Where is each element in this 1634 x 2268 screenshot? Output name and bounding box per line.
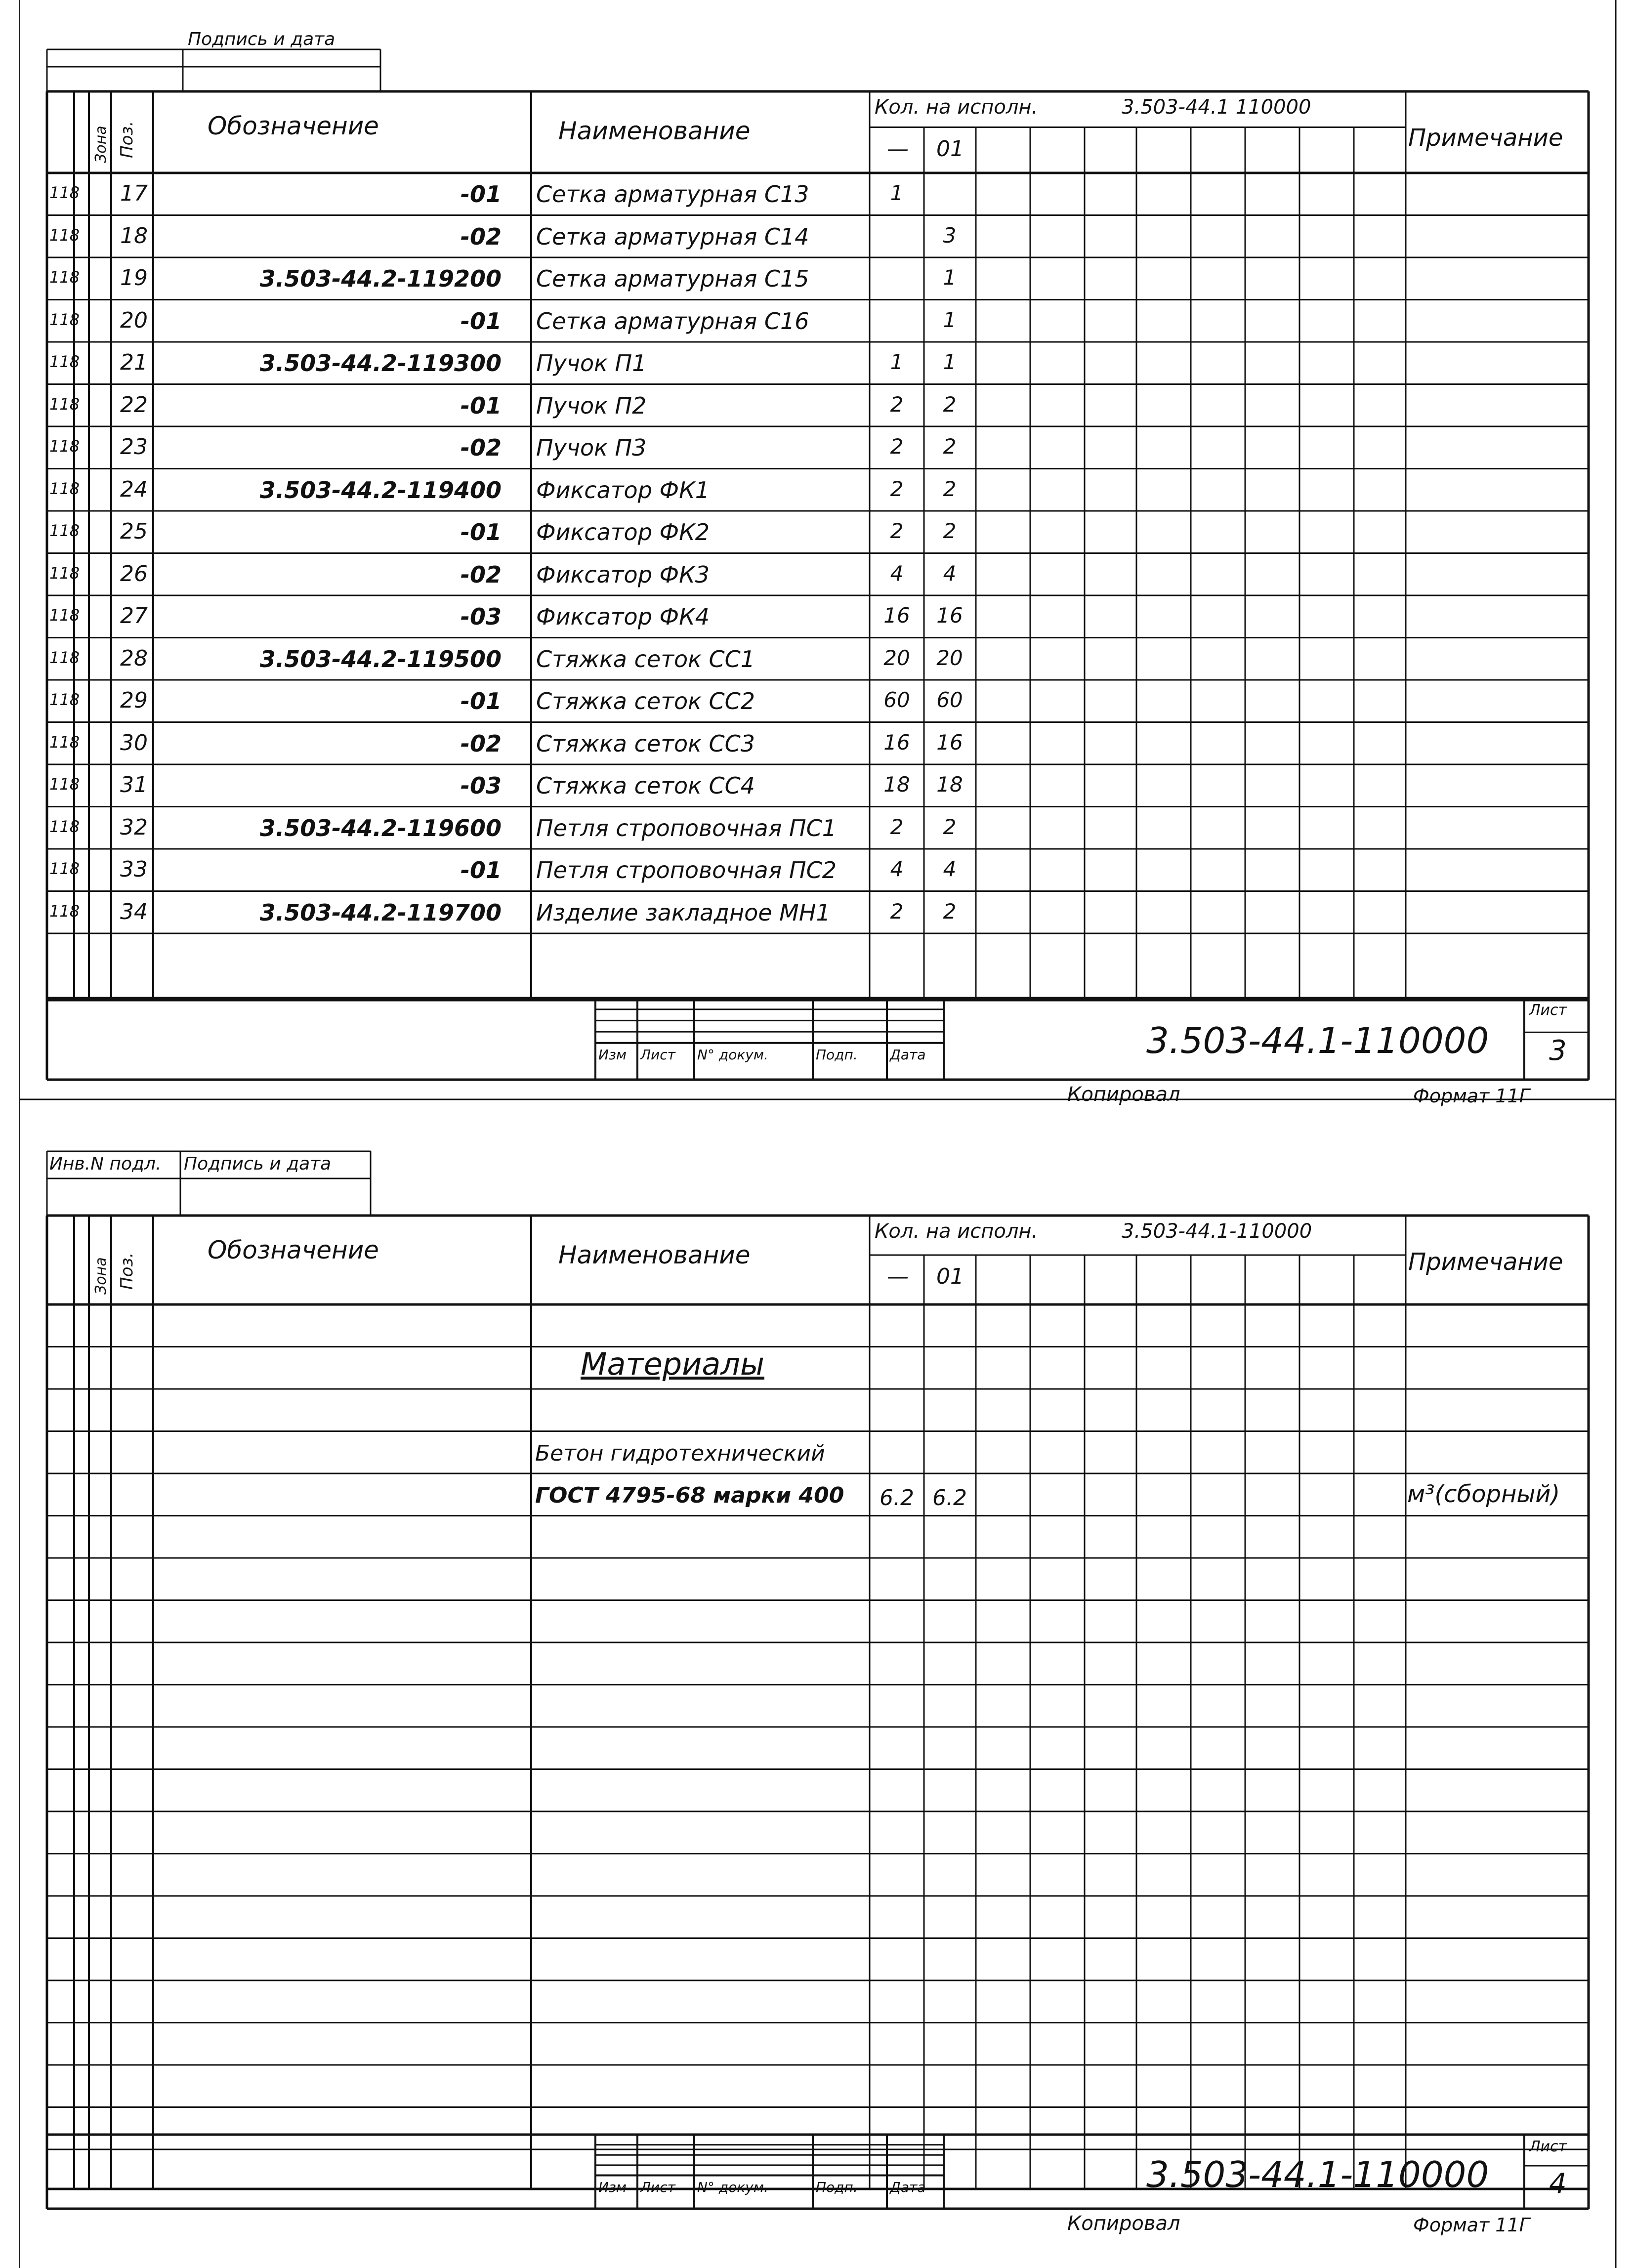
row-qty: 1 (890, 181, 904, 205)
stamp-label: Подпись и дата (188, 29, 335, 49)
header-qty-col: — (887, 1264, 909, 1289)
row-qty: 2 (943, 476, 957, 501)
row-qty: 2 (943, 519, 957, 543)
row-format: 118 (49, 732, 80, 752)
row-name: Фиксатор ФК2 (536, 519, 710, 546)
document-number: 3.503-44.1-110000 (1146, 2154, 1489, 2195)
row-name: Сетка арматурная С16 (536, 307, 809, 335)
row-qty: 16 (883, 730, 910, 755)
row-format: 118 (49, 775, 80, 794)
row-designation: -01 (460, 688, 502, 714)
header-qty-label: Кол. на исполн. (875, 1220, 1038, 1243)
row-name: Стяжка сеток СС2 (536, 688, 755, 714)
row-name: Сетка арматурная С13 (536, 181, 809, 208)
header-qty-label: Кол. на исполн. (875, 96, 1038, 119)
copied-by-label: Копировал (1067, 2212, 1180, 2235)
header-designation: Обозначение (208, 112, 379, 140)
row-format: 118 (49, 521, 80, 540)
row-position: 18 (120, 223, 148, 249)
row-format: 118 (49, 479, 80, 498)
row-name: Фиксатор ФК3 (536, 561, 710, 588)
row-name: Стяжка сеток СС1 (536, 645, 755, 672)
row-qty: 60 (936, 688, 963, 712)
row-name: Пучок П2 (536, 392, 647, 419)
row-designation: 3.503-44.2-119400 (259, 476, 502, 504)
row-format: 118 (49, 352, 80, 371)
row-qty: 4 (890, 561, 904, 586)
row-qty: 1 (943, 350, 957, 374)
row-name: Фиксатор ФК4 (536, 603, 710, 630)
title-block-label: Лист (640, 2179, 675, 2195)
format-label: Формат 11Г (1413, 2214, 1530, 2236)
row-qty: 2 (890, 392, 904, 417)
row-position: 25 (120, 519, 148, 544)
header-name: Наименование (558, 117, 751, 145)
row-designation: -02 (460, 223, 502, 250)
format-label: Формат 11Г (1413, 1085, 1530, 1107)
row-designation: -01 (460, 857, 502, 883)
row-qty: 16 (936, 603, 963, 628)
row-qty: 18 (883, 772, 910, 797)
row-designation: -01 (460, 307, 502, 335)
row-qty: 20 (936, 645, 963, 670)
row-qty: 3 (943, 223, 957, 248)
row-position: 29 (120, 688, 148, 713)
row-designation: -01 (460, 181, 502, 208)
row-designation: 3.503-44.2-119200 (259, 265, 502, 292)
row-designation: 3.503-44.2-119500 (259, 645, 502, 672)
row-format: 118 (49, 606, 80, 625)
row-format: 118 (49, 648, 80, 667)
header-qty-doc: 3.503-44.1-110000 (1122, 1220, 1312, 1243)
row-position: 19 (120, 265, 148, 291)
title-block-label: Дата (890, 1046, 926, 1063)
row-name: Сетка арматурная С15 (536, 265, 809, 292)
header-qty-col: 01 (936, 136, 964, 162)
row-name: Петля строповочная ПС1 (536, 814, 837, 841)
header-note: Примечание (1408, 124, 1563, 152)
row-position: 28 (120, 645, 148, 671)
title-block-label: Изм (598, 1046, 627, 1063)
row-qty: 60 (883, 688, 910, 712)
row-name: Сетка арматурная С14 (536, 223, 809, 250)
material-line: Бетон гидротехнический (535, 1441, 825, 1466)
row-position: 20 (120, 307, 148, 333)
row-qty: 2 (943, 899, 957, 924)
header-qty-doc: 3.503-44.1 110000 (1122, 96, 1311, 119)
header-pos: Поз. (117, 121, 137, 158)
row-qty: 1 (943, 265, 957, 290)
sheet-label: Лист (1529, 1002, 1567, 1019)
material-line: ГОСТ 4795-68 марки 400 (535, 1483, 844, 1508)
row-designation: -03 (460, 772, 502, 799)
title-block-label: Изм (598, 2179, 627, 2195)
row-position: 24 (120, 476, 148, 502)
stamp-label: Подпись и дата (184, 1154, 332, 1174)
row-qty: 2 (943, 814, 957, 839)
copied-by-label: Копировал (1067, 1083, 1180, 1106)
row-format: 118 (49, 268, 80, 287)
row-format: 118 (49, 859, 80, 878)
row-name: Пучок П3 (536, 434, 647, 461)
row-format: 118 (49, 817, 80, 836)
title-block-label: N° докум. (697, 2179, 768, 2195)
sheet-label: Лист (1529, 2138, 1567, 2155)
row-qty: 2 (943, 434, 957, 459)
row-format: 118 (49, 394, 80, 414)
row-format: 118 (49, 901, 80, 921)
row-designation: 3.503-44.2-119300 (259, 350, 502, 377)
section-title: Материалы (581, 1346, 764, 1382)
row-name: Стяжка сеток СС3 (536, 730, 755, 757)
row-position: 27 (120, 603, 148, 629)
row-position: 32 (120, 814, 148, 840)
row-qty: 2 (890, 519, 904, 543)
row-qty: 2 (943, 392, 957, 417)
row-format: 118 (49, 690, 80, 709)
header-pos: Поз. (117, 1252, 137, 1290)
row-format: 118 (49, 183, 80, 202)
row-qty: 16 (883, 603, 910, 628)
row-position: 31 (120, 772, 148, 798)
row-designation: -02 (460, 434, 502, 461)
title-block-label: Подп. (816, 2179, 858, 2195)
title-block-label: Дата (890, 2179, 926, 2195)
row-designation: 3.503-44.2-119600 (259, 814, 502, 841)
row-position: 26 (120, 561, 148, 587)
row-format: 118 (49, 563, 80, 583)
title-block-label: Подп. (816, 1046, 858, 1063)
row-qty: 2 (890, 814, 904, 839)
row-qty: 2 (890, 899, 904, 924)
row-position: 34 (120, 899, 148, 924)
row-designation: -01 (460, 519, 502, 546)
header-qty-col: 01 (936, 1264, 964, 1289)
sheet-number: 3 (1549, 1035, 1567, 1067)
material-qty: 6.2 (880, 1485, 914, 1511)
row-format: 118 (49, 310, 80, 329)
row-position: 30 (120, 730, 148, 756)
row-position: 21 (120, 350, 148, 375)
stamp-label: Инв.N подл. (49, 1154, 162, 1174)
row-qty: 4 (890, 857, 904, 881)
row-name: Петля строповочная ПС2 (536, 857, 837, 883)
header-note: Примечание (1408, 1248, 1563, 1276)
row-designation: 3.503-44.2-119700 (259, 899, 502, 926)
header-qty-col: — (887, 136, 909, 162)
header-zone: Зона (92, 126, 110, 163)
row-name: Стяжка сеток СС4 (536, 772, 755, 799)
row-position: 33 (120, 857, 148, 882)
row-format: 118 (49, 437, 80, 456)
row-designation: -01 (460, 392, 502, 419)
row-position: 17 (120, 181, 148, 206)
row-qty: 16 (936, 730, 963, 755)
row-qty: 2 (890, 434, 904, 459)
material-qty: 6.2 (932, 1485, 967, 1511)
row-designation: -02 (460, 730, 502, 757)
row-designation: -03 (460, 603, 502, 630)
material-note: м³(сборный) (1407, 1480, 1560, 1508)
row-qty: 4 (943, 857, 957, 881)
row-qty: 4 (943, 561, 957, 586)
row-qty: 2 (890, 476, 904, 501)
document-number: 3.503-44.1-110000 (1146, 1019, 1489, 1061)
row-name: Пучок П1 (536, 350, 647, 377)
title-block-label: N° докум. (697, 1046, 768, 1063)
row-qty: 1 (943, 307, 957, 332)
row-position: 23 (120, 434, 148, 460)
header-zone: Зона (92, 1257, 110, 1295)
row-qty: 20 (883, 645, 910, 670)
title-block-label: Лист (640, 1046, 675, 1063)
row-qty: 1 (890, 350, 904, 374)
sheet-number: 4 (1549, 2168, 1567, 2200)
row-position: 22 (120, 392, 148, 418)
row-designation: -02 (460, 561, 502, 588)
row-name: Изделие закладное МН1 (536, 899, 831, 926)
header-name: Наименование (558, 1241, 751, 1269)
row-qty: 18 (936, 772, 963, 797)
row-format: 118 (49, 225, 80, 245)
row-name: Фиксатор ФК1 (536, 476, 710, 504)
header-designation: Обозначение (208, 1236, 379, 1264)
